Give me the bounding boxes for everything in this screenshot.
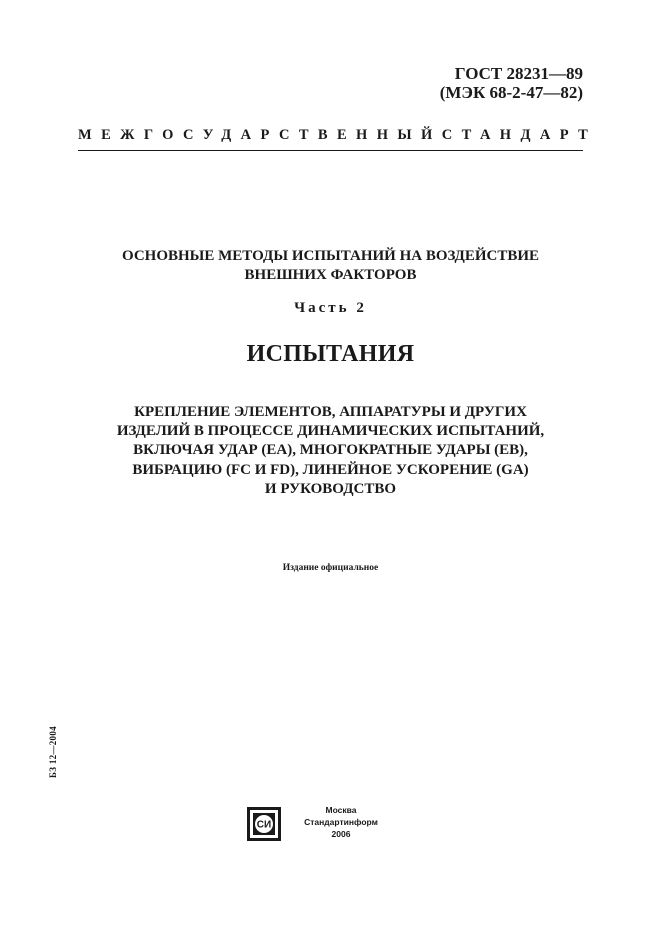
side-note	[48, 726, 60, 790]
description-line: ИЗДЕЛИЙ В ПРОЦЕССЕ ДИНАМИЧЕСКИХ ИСПЫТАНИЙ,	[116, 423, 545, 440]
main-title-line: ОСНОВНЫЕ МЕТОДЫ ИСПЫТАНИЙ НА ВОЗДЕЙСТВИЕ	[121, 248, 540, 264]
standard-category	[78, 126, 598, 144]
category-word-standard: СТАНДАРТ	[441, 127, 598, 143]
publisher-year: 2006	[331, 829, 351, 839]
header-divider	[78, 150, 583, 151]
publisher-block	[246, 804, 406, 844]
iec-number: (МЭК 68-2-47—82)	[439, 83, 583, 102]
subtitle: ИСПЫТАНИЯ	[246, 341, 415, 367]
description-line: ВИБРАЦИЮ (FC И FD), ЛИНЕЙНОЕ УСКОРЕНИЕ (GA)	[132, 461, 529, 478]
standartinform-logo-icon	[246, 806, 282, 842]
edition-label: Издание официальное	[282, 563, 379, 573]
publisher-info	[286, 804, 396, 840]
category-word-interstate: МЕЖГОСУДАРСТВЕННЫЙ	[78, 127, 442, 143]
description-line: И РУКОВОДСТВО	[264, 480, 397, 497]
publisher-city: Москва	[325, 805, 357, 815]
side-note-text: БЗ 12—2004	[48, 726, 58, 778]
description-line: КРЕПЛЕНИЕ ЭЛЕМЕНТОВ, АППАРАТУРЫ И ДРУГИХ	[134, 404, 527, 420]
part-number: Часть 2	[294, 300, 367, 316]
main-title-line: ВНЕШНИХ ФАКТОРОВ	[244, 267, 417, 283]
logo-text: СИ	[256, 819, 272, 831]
description	[40, 403, 621, 499]
main-title	[40, 247, 621, 285]
description-line: ВКЛЮЧАЯ УДАР (ЕА), МНОГОКРАТНЫЕ УДАРЫ (ЕВ),	[133, 442, 528, 459]
document-identifiers	[440, 64, 583, 102]
gost-number: ГОСТ 28231—89	[454, 64, 583, 83]
publisher-name: Стандартинформ	[304, 817, 378, 827]
